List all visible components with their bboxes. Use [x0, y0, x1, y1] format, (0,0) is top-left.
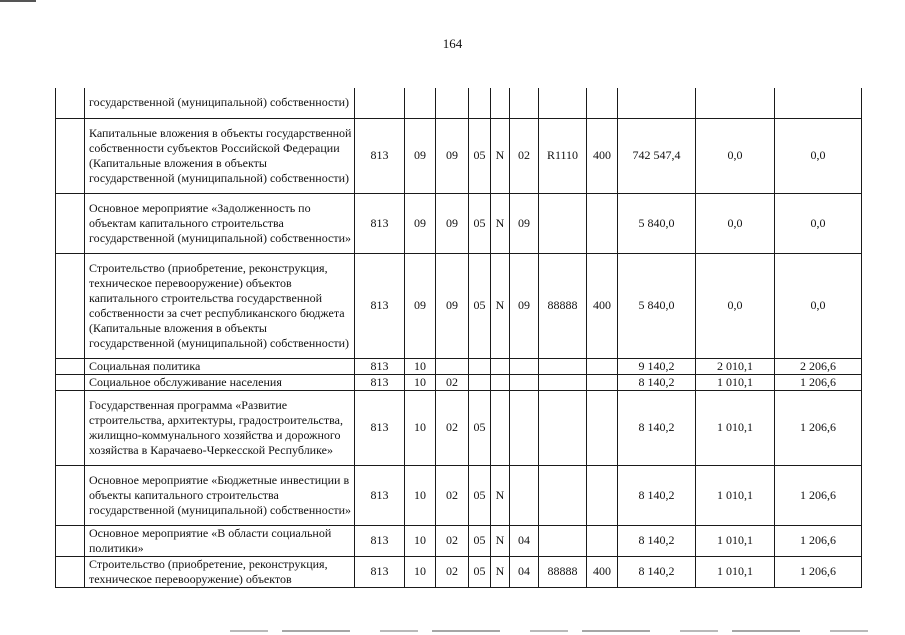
expense-type-code	[587, 525, 618, 556]
program-code	[469, 374, 491, 390]
section-code: 10	[405, 358, 436, 374]
table-row	[56, 390, 862, 465]
amount-year-2: 2 010,1	[696, 358, 775, 374]
amount-year-1: 8 140,2	[618, 465, 696, 525]
subsection-code: 02	[436, 374, 469, 390]
amount-year-3: 1 206,6	[775, 390, 862, 465]
table-row	[56, 193, 862, 253]
row-name: Строительство (приобретение, реконструкция, техническое перевооружение) объектов	[85, 556, 355, 587]
subprogram-code: N	[491, 465, 510, 525]
direction-code	[539, 193, 587, 253]
expense-type-code	[587, 88, 618, 118]
ministry-code: 813	[355, 358, 405, 374]
activity-code: 04	[510, 525, 539, 556]
amount-year-2: 0,0	[696, 118, 775, 193]
amount-year-1: 8 140,2	[618, 525, 696, 556]
subsection-code: 02	[436, 390, 469, 465]
amount-year-3: 0,0	[775, 193, 862, 253]
subsection-code: 02	[436, 465, 469, 525]
row-name: Основное мероприятие «В области социальной политики»	[85, 525, 355, 556]
expense-type-code	[587, 465, 618, 525]
amount-year-1: 742 547,4	[618, 118, 696, 193]
subsection-code: 02	[436, 525, 469, 556]
row-number-cell	[56, 465, 85, 525]
expense-type-code	[587, 358, 618, 374]
row-number-cell	[56, 88, 85, 118]
program-code	[469, 358, 491, 374]
amount-year-3: 1 206,6	[775, 465, 862, 525]
subsection-code: 02	[436, 556, 469, 587]
ministry-code: 813	[355, 193, 405, 253]
subprogram-code: N	[491, 525, 510, 556]
ministry-code: 813	[355, 374, 405, 390]
amount-year-3: 1 206,6	[775, 525, 862, 556]
amount-year-3: 1 206,6	[775, 556, 862, 587]
scan-artifact-top	[0, 0, 36, 2]
table-row	[56, 374, 862, 390]
program-code: 05	[469, 525, 491, 556]
subprogram-code: N	[491, 118, 510, 193]
ministry-code: 813	[355, 253, 405, 358]
amount-year-1: 5 840,0	[618, 253, 696, 358]
row-number-cell	[56, 556, 85, 587]
page-number: 164	[442, 36, 463, 51]
ministry-code	[355, 88, 405, 118]
amount-year-1: 9 140,2	[618, 358, 696, 374]
row-number-cell	[56, 374, 85, 390]
program-code: 05	[469, 465, 491, 525]
amount-year-1: 8 140,2	[618, 390, 696, 465]
row-name: государственной (муниципальной) собственности)	[85, 88, 355, 118]
row-number-cell	[56, 193, 85, 253]
table-row	[56, 525, 862, 556]
row-name: Основное мероприятие «Бюджетные инвестиции в объекты капитального строительства государственной (муниципальной) собственности»	[85, 465, 355, 525]
activity-code: 09	[510, 253, 539, 358]
section-code: 10	[405, 556, 436, 587]
expense-type-code: 400	[587, 118, 618, 193]
amount-year-1	[618, 88, 696, 118]
amount-year-2: 1 010,1	[696, 525, 775, 556]
subsection-code: 09	[436, 253, 469, 358]
program-code: 05	[469, 193, 491, 253]
section-code: 09	[405, 118, 436, 193]
row-name: Строительство (приобретение, реконструкция, техническое перевооружение) объектов капитального строительства государственной собственности за счет республиканского бюджета (Капитальные вложения в объекты государственной (муниципальной) собственности)	[85, 253, 355, 358]
expense-type-code	[587, 193, 618, 253]
program-code: 05	[469, 390, 491, 465]
amount-year-1: 8 140,2	[618, 374, 696, 390]
row-name: Социальное обслуживание населения	[85, 374, 355, 390]
scan-artifact-bottom	[230, 630, 870, 632]
subprogram-code: N	[491, 253, 510, 358]
subsection-code	[436, 88, 469, 118]
budget-table	[55, 88, 862, 588]
table-body	[56, 88, 862, 587]
table-row	[56, 556, 862, 587]
ministry-code: 813	[355, 525, 405, 556]
amount-year-2: 1 010,1	[696, 390, 775, 465]
row-number-cell	[56, 390, 85, 465]
row-name: Основное мероприятие «Задолженность по объектам капитального строительства государственной (муниципальной) собственности»	[85, 193, 355, 253]
direction-code: 88888	[539, 253, 587, 358]
row-number-cell	[56, 525, 85, 556]
ministry-code: 813	[355, 556, 405, 587]
program-code: 05	[469, 253, 491, 358]
activity-code: 02	[510, 118, 539, 193]
activity-code: 09	[510, 193, 539, 253]
direction-code	[539, 88, 587, 118]
ministry-code: 813	[355, 390, 405, 465]
amount-year-1: 5 840,0	[618, 193, 696, 253]
subprogram-code: N	[491, 556, 510, 587]
activity-code	[510, 390, 539, 465]
ministry-code: 813	[355, 118, 405, 193]
subsection-code	[436, 358, 469, 374]
amount-year-2: 0,0	[696, 193, 775, 253]
subprogram-code: N	[491, 193, 510, 253]
direction-code: R1110	[539, 118, 587, 193]
direction-code	[539, 358, 587, 374]
row-name: Социальная политика	[85, 358, 355, 374]
direction-code	[539, 525, 587, 556]
row-name: Государственная программа «Развитие строительства, архитектуры, градостроительства, жилищно-коммунального хозяйства и дорожного хозяйства в Карачаево-Черкесской Республике»	[85, 390, 355, 465]
program-code: 05	[469, 556, 491, 587]
program-code	[469, 88, 491, 118]
expense-type-code: 400	[587, 253, 618, 358]
direction-code	[539, 465, 587, 525]
subprogram-code	[491, 88, 510, 118]
table-row	[56, 465, 862, 525]
section-code: 10	[405, 465, 436, 525]
activity-code	[510, 88, 539, 118]
amount-year-2: 0,0	[696, 253, 775, 358]
ministry-code: 813	[355, 465, 405, 525]
amount-year-2: 1 010,1	[696, 374, 775, 390]
activity-code	[510, 358, 539, 374]
direction-code	[539, 374, 587, 390]
section-code: 10	[405, 525, 436, 556]
activity-code	[510, 465, 539, 525]
table-row	[56, 118, 862, 193]
direction-code	[539, 390, 587, 465]
amount-year-2	[696, 88, 775, 118]
amount-year-3: 1 206,6	[775, 374, 862, 390]
row-number-cell	[56, 253, 85, 358]
direction-code: 88888	[539, 556, 587, 587]
expense-type-code	[587, 374, 618, 390]
subsection-code: 09	[436, 193, 469, 253]
section-code: 10	[405, 374, 436, 390]
expense-type-code: 400	[587, 556, 618, 587]
table-row	[56, 88, 862, 118]
row-number-cell	[56, 358, 85, 374]
activity-code	[510, 374, 539, 390]
section-code: 10	[405, 390, 436, 465]
section-code	[405, 88, 436, 118]
subprogram-code	[491, 390, 510, 465]
amount-year-3: 0,0	[775, 118, 862, 193]
section-code: 09	[405, 193, 436, 253]
subprogram-code	[491, 358, 510, 374]
amount-year-3	[775, 88, 862, 118]
amount-year-3: 0,0	[775, 253, 862, 358]
amount-year-2: 1 010,1	[696, 556, 775, 587]
section-code: 09	[405, 253, 436, 358]
table-row	[56, 253, 862, 358]
amount-year-1: 8 140,2	[618, 556, 696, 587]
table-row	[56, 358, 862, 374]
amount-year-3: 2 206,6	[775, 358, 862, 374]
amount-year-2: 1 010,1	[696, 465, 775, 525]
program-code: 05	[469, 118, 491, 193]
subsection-code: 09	[436, 118, 469, 193]
row-number-cell	[56, 118, 85, 193]
expense-type-code	[587, 390, 618, 465]
row-name: Капитальные вложения в объекты государственной собственности субъектов Российской Федерации (Капитальные вложения в объекты государственной (муниципальной) собственности)	[85, 118, 355, 193]
subprogram-code	[491, 374, 510, 390]
activity-code: 04	[510, 556, 539, 587]
